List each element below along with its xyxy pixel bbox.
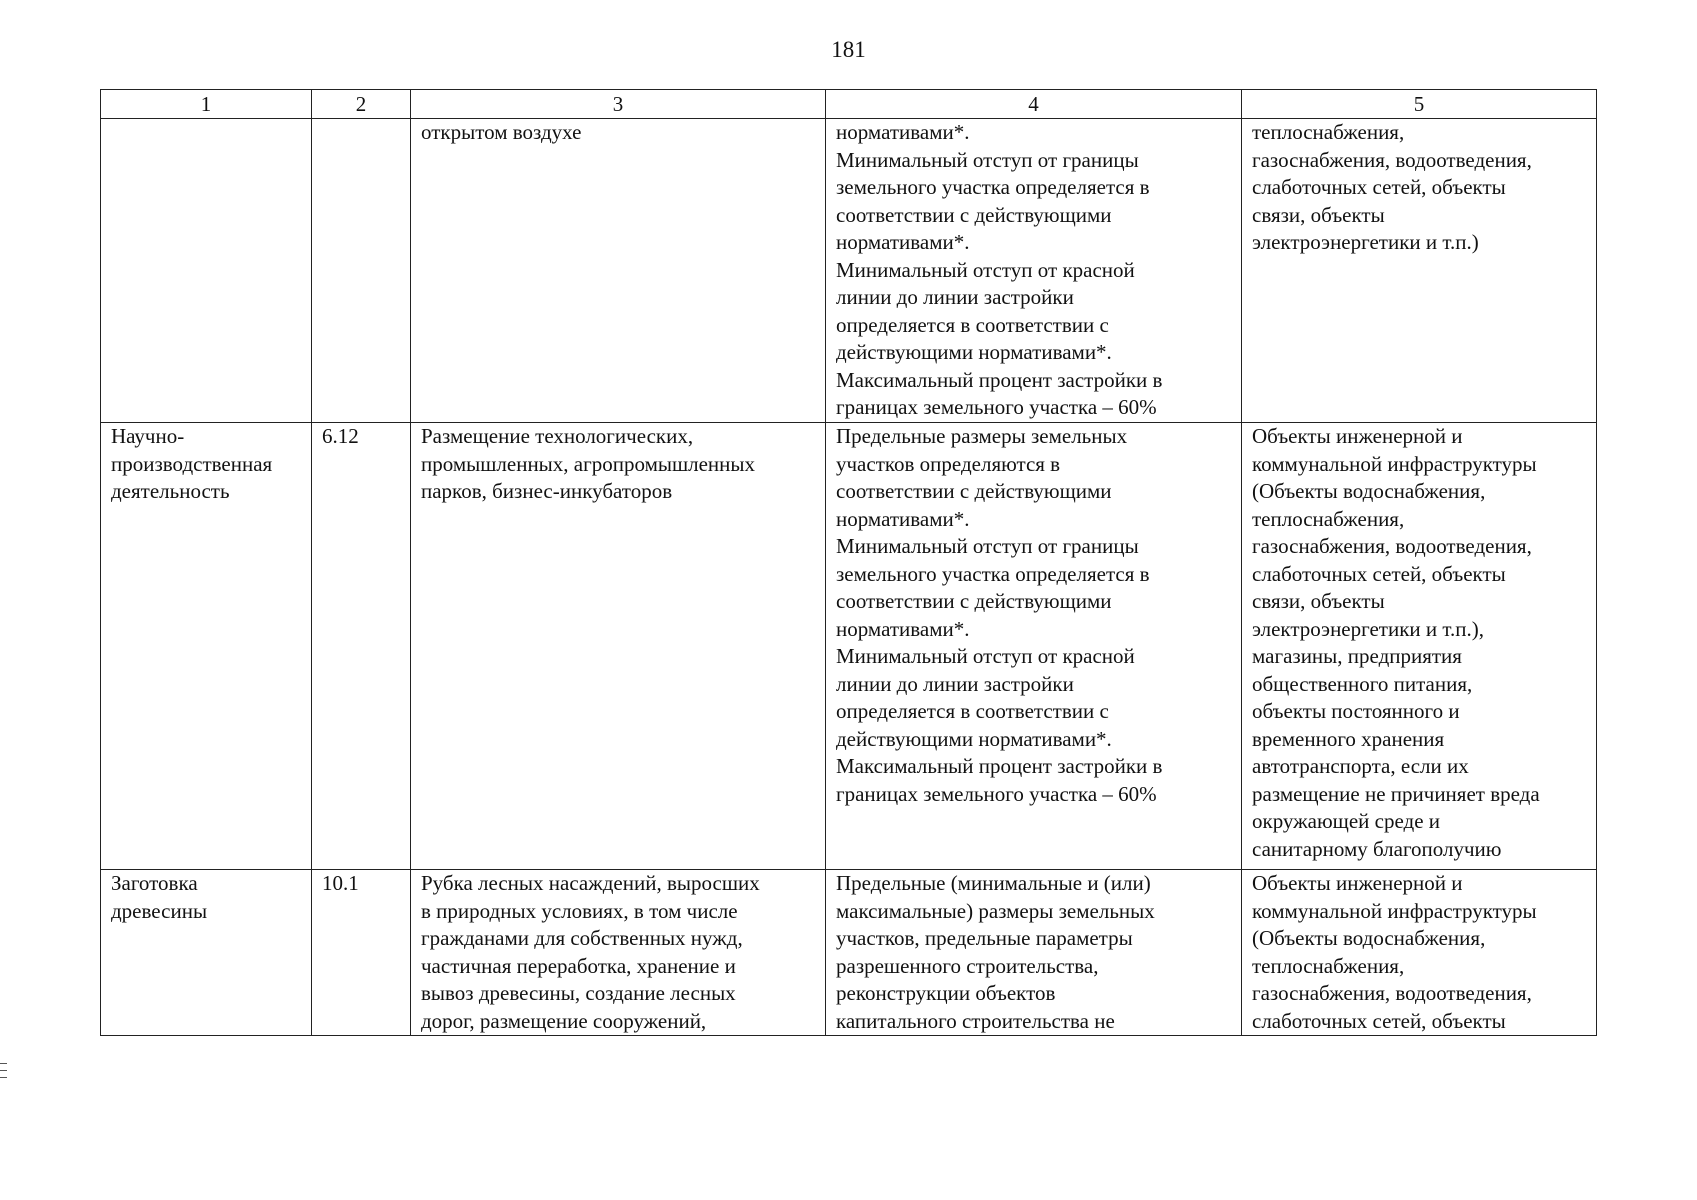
cell-text-line: теплоснабжения, (1252, 953, 1405, 978)
cell-text-line: парков, бизнес-инкубаторов (421, 479, 673, 503)
cell-text-line: нормативами*. (836, 120, 970, 144)
table-header-row (101, 90, 1597, 119)
cell-text-line: определяется в соответствии с (836, 699, 1109, 723)
cell-text-line: деятельность (111, 479, 230, 503)
cell-text-line: связи, объекты (1252, 589, 1385, 613)
auxiliary-objects-cell (1242, 119, 1597, 423)
code-cell (312, 870, 411, 1036)
cell-text-line: электроэнергетики и т.п.) (1252, 230, 1479, 254)
column-header-4: 4 (826, 90, 1242, 119)
scan-edge-marks (0, 1063, 8, 1084)
auxiliary-objects-cell (1242, 423, 1597, 870)
cell-text-line: магазины, предприятия (1252, 644, 1462, 668)
cell-text-line: Минимальный отступ от красной (836, 644, 1135, 668)
land-use-table (100, 89, 1597, 1036)
cell-text-line: Максимальный процент застройки в (836, 754, 1163, 778)
auxiliary-objects-cell (1242, 870, 1597, 1036)
description-cell (411, 423, 826, 870)
code-cell (312, 119, 411, 423)
cell-text-line: земельного участка определяется в (836, 561, 1150, 586)
cell-text-line: Научно- (111, 424, 185, 448)
cell-text-line: границах земельного участка – 60% (836, 395, 1157, 419)
cell-text-line: действующими нормативами*. (836, 340, 1112, 364)
cell-text-line: (Объекты водоснабжения, (1252, 926, 1486, 950)
table-row (101, 870, 1597, 1036)
cell-text-line: вывоз древесины, создание лесных (421, 981, 736, 1005)
cell-text-line: соответствии с действующими (836, 479, 1112, 503)
cell-text-line: земельного участка определяется в (836, 175, 1150, 199)
cell-text-line: Максимальный процент застройки в (836, 367, 1163, 392)
cell-text-line: действующими нормативами*. (836, 726, 1112, 751)
cell-text-line: общественного питания, (1252, 671, 1473, 696)
cell-text-line: 10.1 (322, 871, 359, 895)
cell-text-line: линии до линии застройки (836, 285, 1074, 309)
cell-text-line: линии до линии застройки (836, 671, 1074, 696)
cell-text-line: соответствии с действующими (836, 589, 1112, 613)
page-number: 181 (831, 37, 866, 62)
cell-text-line: Рубка лесных насаждений, выросших (421, 871, 760, 895)
cell-text-line: окружающей среде и (1252, 809, 1441, 833)
cell-text-line: Минимальный отступ от границы (836, 534, 1139, 558)
cell-text-line: открытом воздухе (421, 120, 582, 144)
description-cell (411, 119, 826, 423)
cell-text-line: нормативами*. (836, 616, 970, 641)
cell-text-line: реконструкции объектов (836, 981, 1056, 1005)
cell-text-line: производственная (111, 451, 273, 476)
cell-text-line: гражданами для собственных нужд, (421, 926, 743, 950)
cell-text-line: определяется в соответствии с (836, 312, 1109, 337)
column-header-5: 5 (1242, 90, 1597, 119)
column-header-3: 3 (411, 90, 826, 119)
cell-text-line: частичная переработка, хранение и (421, 953, 736, 978)
land-use-type-cell (101, 423, 312, 870)
cell-text-line: Предельные размеры земельных (836, 424, 1128, 448)
land-use-type-cell (101, 119, 312, 423)
parameters-cell (826, 870, 1242, 1036)
cell-text-line: капитального строительства не (836, 1008, 1115, 1033)
cell-text-line: древесины (111, 898, 208, 923)
cell-text-line: участков, предельные параметры (836, 926, 1133, 950)
cell-text-line: соответствии с действующими (836, 202, 1112, 227)
cell-text-line: объекты постоянного и (1252, 699, 1460, 723)
cell-text-line: 6.12 (322, 424, 359, 448)
land-use-type-cell (101, 870, 312, 1036)
cell-text-line: Заготовка (111, 871, 198, 895)
table-row (101, 119, 1597, 423)
parameters-cell (826, 119, 1242, 423)
cell-text-line: слаботочных сетей, объекты (1252, 561, 1506, 586)
cell-text-line: промышленных, агропромышленных (421, 451, 756, 476)
cell-text-line: газоснабжения, водоотведения, (1252, 981, 1532, 1005)
cell-text-line: газоснабжения, водоотведения, (1252, 534, 1532, 558)
code-cell (312, 423, 411, 870)
cell-text-line: (Объекты водоснабжения, (1252, 479, 1486, 503)
cell-text-line: газоснабжения, водоотведения, (1252, 147, 1532, 172)
cell-text-line: максимальные) размеры земельных (836, 898, 1155, 923)
cell-text-line: связи, объекты (1252, 202, 1385, 227)
cell-text-line: в природных условиях, в том числе (421, 898, 738, 923)
cell-text-line: слаботочных сетей, объекты (1252, 1008, 1506, 1033)
cell-text-line: Объекты инженерной и (1252, 871, 1463, 895)
cell-text-line: разрешенного строительства, (836, 953, 1099, 978)
cell-text-line: коммунальной инфраструктуры (1252, 451, 1537, 476)
cell-text-line: временного хранения (1252, 726, 1445, 751)
parameters-cell (826, 423, 1242, 870)
description-cell (411, 870, 826, 1036)
column-header-2: 2 (312, 90, 411, 119)
cell-text-line: санитарному благополучию (1252, 836, 1502, 861)
cell-text-line: нормативами*. (836, 230, 970, 254)
cell-text-line: нормативами*. (836, 506, 970, 531)
cell-text-line: дорог, размещение сооружений, (421, 1008, 707, 1033)
cell-text-line: автотранспорта, если их (1252, 754, 1469, 778)
cell-text-line: границах земельного участка – 60% (836, 781, 1157, 806)
cell-text-line: участков определяются в (836, 451, 1061, 476)
cell-text-line: размещение не причиняет вреда (1252, 781, 1540, 806)
cell-text-line: слаботочных сетей, объекты (1252, 175, 1506, 199)
cell-text-line: Объекты инженерной и (1252, 424, 1463, 448)
cell-text-line: Предельные (минимальные и (или) (836, 871, 1151, 895)
cell-text-line: Минимальный отступ от границы (836, 147, 1139, 172)
cell-text-line: Минимальный отступ от красной (836, 257, 1135, 282)
column-header-1: 1 (101, 90, 312, 119)
cell-text-line: теплоснабжения, (1252, 120, 1405, 144)
cell-text-line: электроэнергетики и т.п.), (1252, 616, 1484, 641)
cell-text-line: теплоснабжения, (1252, 506, 1405, 531)
cell-text-line: коммунальной инфраструктуры (1252, 898, 1537, 923)
table-row (101, 423, 1597, 870)
cell-text-line: Размещение технологических, (421, 424, 694, 448)
